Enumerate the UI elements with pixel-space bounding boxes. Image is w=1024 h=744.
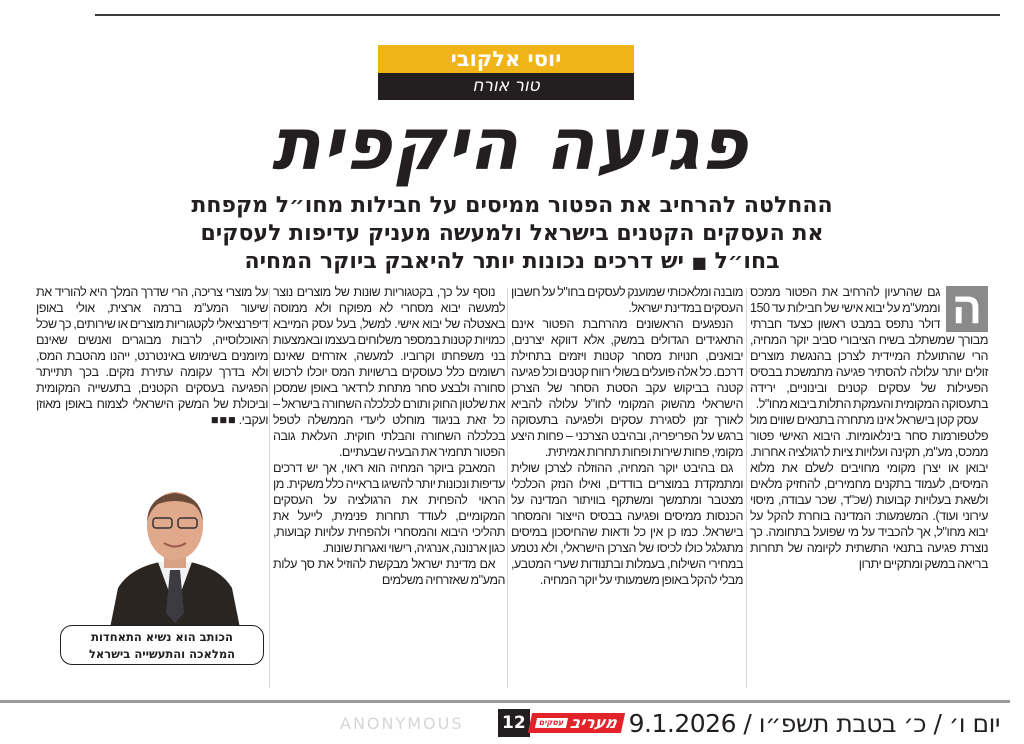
headline: פגיעה היקפית [271, 102, 749, 186]
caption-line: המלאכה והתעשייה בישראל [88, 647, 236, 661]
article-column-3 [273, 284, 505, 588]
maariv-logo [528, 713, 625, 733]
bottom-rule [0, 700, 1010, 703]
author-photo [100, 488, 250, 628]
subheadline-line [180, 248, 844, 277]
rubric-label: טור אורח [378, 73, 634, 100]
paragraph: הנפגעים הראשונים מהרחבת הפטור אינם התאגידים הגדולים במשק, אלא דווקא יצרנים, יבואנים, חנויות מסחר קטנות ויזמים בתחילת דרכם. כל אלה פועלים בשולי רווח קטנים וכל פגיעה קטנה בביקוש עקב הסטת הסחר של הצרכן הישראלי מהשוק המקומי לחו"ל עלולה להביא לאורך זמן לסגירת עסקים ולפגיעה בתעסוקה ברגש על הפריפריה, ובהיבט הצרכני – פחות היצע מקומי, פחות שירות ופחות תחרות אמיתית. [511, 317, 743, 459]
section-label: עסקים [535, 718, 568, 728]
paragraph: גם בהיבט יוקר המחיה, ההוזלה לצרכן שולית ומתמקדת במוצרים בודדים, ואילו הנזק הכלכלי מצטבר ומתמשך ומשתקף בוויתור המדינה על הכנסות ממיסים ופגיעה בבסיס הייצור והמסחר בישראל. כמו כן אין כל ודאות שהחיסכון במיסים מתגלגל כולו לכיסו של הצרכן הישראלי, ולא נטמע במחירי השילוח, בעמלות ובתנודות שערי המטבע, מבלי להקל באופן משמעותי על יוקר המחיה. [511, 461, 743, 587]
paragraph-text: גם שהרעיון להרחיב את הפטור ממכס וממע"מ על יבוא אישי של חבילות עד 150 דולר נתפס במבט ראשון כצעד חברתי מבורך שמשתלב בשיח הציבורי סביב יוקר המחיה, הרי שהתועלת המיידית לצרכן בהנגשת מוצרים זולים יותר עלולה להסתיר פגיעה מתמשכת בבסיס הפעילות של עסקים קטנים ובינוניים, ירידה בתעסוקה המקומית והעמקת התלות ביבוא מחו"ל. [750, 285, 988, 411]
author-caption [60, 625, 264, 665]
byline-box [378, 45, 634, 100]
column-divider [269, 288, 270, 688]
paragraph [36, 284, 268, 428]
logo-text: מעריב [568, 713, 619, 732]
top-rule [95, 14, 1000, 16]
watermark: ANONYMOUS [340, 714, 464, 733]
article-column-2 [511, 284, 743, 588]
issue-date: יום ו׳ / כ׳ בטבת תשפ״ו / 9.1.2026 [628, 708, 1000, 738]
subheadline-text: בחו״ל [714, 249, 780, 274]
page-number: 12 [498, 709, 530, 737]
paragraph [750, 284, 988, 412]
subheadline [180, 192, 844, 277]
drop-cap: ה [946, 286, 988, 332]
paragraph: עסק קטן בישראל אינו מתחרה בתנאים שווים מול פלטפורמות סחר בינלאומיות. היבוא האישי פטור ממכס, מע"מ, תקינה ועלויות ציות לרגולציה אחרות. יבואן או יצרן מקומי מחויבים לשלם את מלוא המיסים, לעמוד בתקנים מחמירים, להחזיק מלאים ולשאת בעלויות קבועות (שכ"ד, שכר עבודה, מיסוי עירוני ועוד). המשמעות: המדינה בוחרת להקל על יבוא מחו"ל, אך להכביד על מי שפועל בתחומה. כך נוצרת פגיעה בתנאי התשתית לקיומה של תחרות בריאה במשק ומתקיים יתרון [750, 413, 988, 571]
paragraph-text: על מוצרי צריכה, הרי שדרך המלך היא להוריד את שיעור המע"מ ברמה ארצית, אולי באופן דיפרנציאלי לקטגוריות מוצרים או שירותים, כך שכל האוכלוסייה, לרבות מבוגרים ואנשים שאינם מיומנים בשימוש באינטרנט, ייהנו מהטבת המס, ולא בדרך עקומה עתירת נזקים. בכך תתייתר הפגיעה בעסקים הקטנים, בתעשייה המקומית וביכולת של המשק הישראלי לצמוח באופן מאוזן ועקבי. [36, 285, 268, 427]
bullet-square-icon: ■ [691, 253, 707, 272]
end-mark: ■■■ [210, 413, 237, 427]
author-name: יוסי אלקובי [378, 45, 634, 73]
article-column-4 [36, 284, 268, 428]
column-divider [507, 288, 508, 688]
caption-line: הכותב הוא נשיא התאחדות [91, 630, 233, 644]
subheadline-text: יש דרכים נכונות יותר להיאבק ביוקר המחיה [244, 249, 685, 274]
article-column-1 [750, 284, 988, 572]
paragraph: נוסף על כך, בקטגוריות שונות של מוצרים נוצר למעשה יבוא מסחרי לא מפוקח ולא ממוסה באצטלה של יבוא אישי. למשל, בעל עסק המייבא כמויות קטנות במספר משלוחים בעצמו ובאמצעות בני משפחתו וקרוביו. למעשה, אזרחים שאינם רשומים כלל כעוסקים ברשויות המס יוכלו לרכוש סחורה ולבצע סחר מתחת לרדאר באופן שמסכן את שלטון החוק ותורם לכלכלה השחורה בישראל – כל זאת בניגוד מוחלט ליעדי הממשלה לטפל בכלכלה השחורה והבלתי חוקית. העלאת גובה הפטור תחמיר את הבעיה שבעתיים. [273, 285, 505, 459]
subheadline-line: ההחלטה להרחיב את הפטור ממיסים על חבילות מחו״ל מקפחת [191, 193, 833, 218]
page-footer [498, 708, 1010, 738]
subheadline-line: את העסקים הקטנים בישראל ולמעשה מעניק עדיפות לעסקים [200, 221, 824, 246]
paragraph: מובנה ומלאכותי שמוענק לעסקים בחו"ל על חשבון העסקים במדינת ישראל. [511, 285, 743, 315]
column-divider [746, 288, 747, 688]
paragraph: המאבק ביוקר המחיה הוא ראוי, אך יש דרכים עדיפות ונכונות יותר להשיגו בראייה כלל משקית. מן הראוי להפחית את הרגולציה על העסקים המקומיים, לעודד תחרות פנימית, לייעל את תהליכי היבוא והמסחרי ולהפחית עלויות קבועות, כגון ארנונה, אנרגיה, רישוי ואגרות שונות. [273, 461, 505, 555]
paragraph: אם מדינת ישראל מבקשת להוזיל את סך עלות המע"מ שאזרחיה משלמים [273, 557, 505, 587]
